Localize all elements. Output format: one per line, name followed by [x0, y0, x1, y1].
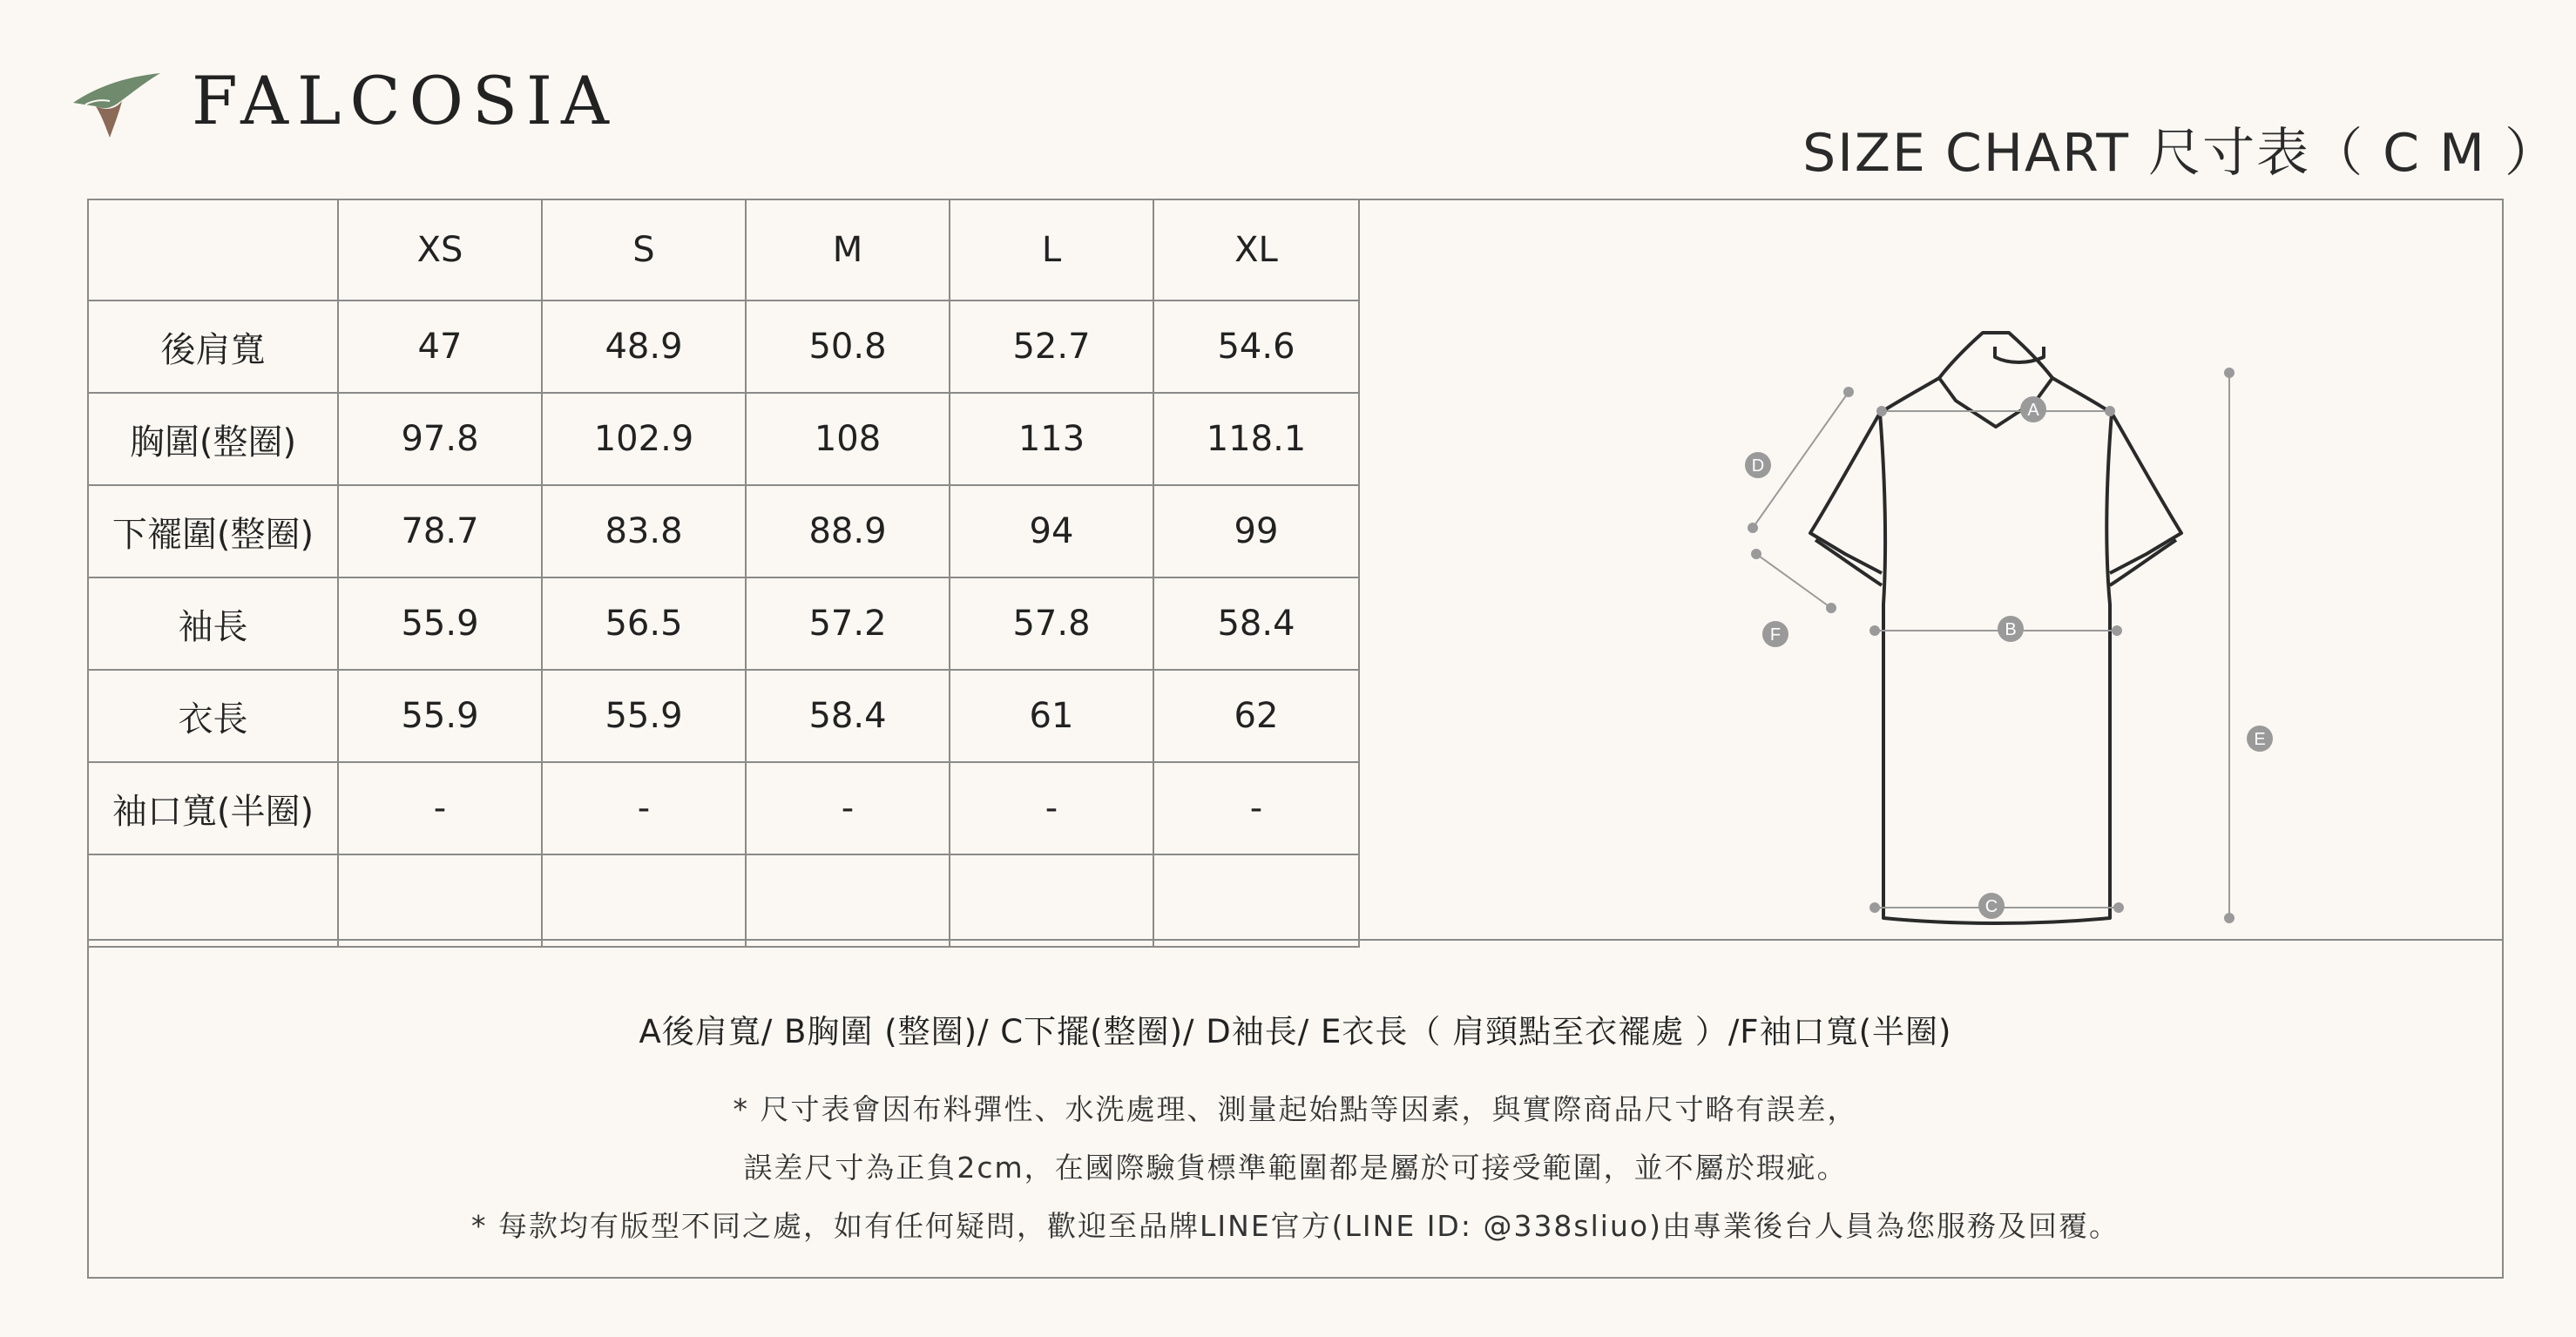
- size-header-cell: XL: [1153, 200, 1359, 300]
- measurement-value: -: [950, 762, 1153, 854]
- measurement-label: 下襬圍(整圈): [89, 485, 338, 577]
- measurement-value: 56.5: [542, 577, 746, 670]
- measurement-label: 衣長: [89, 670, 338, 762]
- measurement-value: [1153, 854, 1359, 947]
- measure-lines: [1748, 368, 2234, 922]
- measurement-value: 48.9: [542, 300, 746, 393]
- measurement-value: [746, 854, 950, 947]
- note-line-3: * 每款均有版型不同之處，如有任何疑問，歡迎至品牌LINE官方(LINE ID: @338sliuo)由專業後台人員為您服務及回覆。: [471, 1209, 2120, 1243]
- measurement-value: 118.1: [1153, 393, 1359, 485]
- measurement-value: -: [1153, 762, 1359, 854]
- table-row: [89, 577, 1359, 670]
- measurement-value: 99: [1153, 485, 1359, 577]
- svg-text:F: F: [1769, 625, 1782, 645]
- measurement-value: 94: [950, 485, 1153, 577]
- measurement-value: 52.7: [950, 300, 1153, 393]
- size-header-cell: S: [542, 200, 746, 300]
- measurement-value: 102.9: [542, 393, 746, 485]
- measurement-value: [950, 854, 1153, 947]
- measurement-value: 83.8: [542, 485, 746, 577]
- table-row: [89, 854, 1359, 947]
- svg-text:E: E: [2254, 730, 2266, 749]
- measurement-value: -: [338, 762, 542, 854]
- svg-text:C: C: [1984, 897, 1998, 916]
- svg-text:A: A: [2027, 401, 2039, 420]
- brand-logo: [70, 61, 618, 145]
- measurement-value: 57.2: [746, 577, 950, 670]
- measurement-value: 57.8: [950, 577, 1153, 670]
- measurement-value: 78.7: [338, 485, 542, 577]
- measurement-value: 88.9: [746, 485, 950, 577]
- table-row: [89, 393, 1359, 485]
- svg-text:D: D: [1751, 456, 1765, 476]
- measurement-value: 62: [1153, 670, 1359, 762]
- measurement-value: -: [746, 762, 950, 854]
- measurement-value: 47: [338, 300, 542, 393]
- measurement-value: 58.4: [746, 670, 950, 762]
- measurement-value: 108: [746, 393, 950, 485]
- page-title: SIZE CHART 尺寸表（ C M ）: [1802, 123, 2559, 184]
- measurement-label: [89, 854, 338, 947]
- measurement-value: 55.9: [542, 670, 746, 762]
- shirt-outline: [1810, 333, 2181, 923]
- measurement-value: 50.8: [746, 300, 950, 393]
- header-corner-cell: [89, 200, 338, 300]
- measurement-value: 97.8: [338, 393, 542, 485]
- notes-section: [89, 939, 2502, 1279]
- marker-a: [2020, 396, 2046, 422]
- table-row: [89, 485, 1359, 577]
- measurement-value: 55.9: [338, 577, 542, 670]
- measurement-label: 胸圍(整圈): [89, 393, 338, 485]
- marker-d: [1745, 452, 1771, 478]
- table-row: [89, 300, 1359, 393]
- note-line-1: * 尺寸表會因布料彈性、水洗處理、測量起始點等因素，與實際商品尺寸略有誤差，: [733, 1092, 1858, 1126]
- measurement-value: [542, 854, 746, 947]
- size-chart-frame: [87, 199, 2504, 1279]
- size-header-cell: L: [950, 200, 1153, 300]
- falcon-leaf-icon: [70, 61, 166, 145]
- measurement-label: 袖口寬(半圈): [89, 762, 338, 854]
- marker-c: [1978, 893, 2005, 919]
- measurement-label: 袖長: [89, 577, 338, 670]
- measurement-value: 61: [950, 670, 1153, 762]
- header-row: [89, 200, 1359, 300]
- measurement-value: 58.4: [1153, 577, 1359, 670]
- size-header-cell: M: [746, 200, 950, 300]
- svg-text:B: B: [2005, 620, 2017, 639]
- measurement-label: 後肩寬: [89, 300, 338, 393]
- note-line-2: 誤差尺寸為正負2cm，在國際驗貨標準範圍都是屬於可接受範圍，並不屬於瑕疵。: [743, 1151, 1848, 1185]
- marker-f: [1762, 621, 1788, 647]
- measurement-value: -: [542, 762, 746, 854]
- measurement-value: 55.9: [338, 670, 542, 762]
- size-table: [89, 200, 1360, 948]
- measurement-value: 113: [950, 393, 1153, 485]
- brand-name: FALCOSIA: [192, 61, 618, 139]
- marker-b: [1998, 616, 2024, 642]
- measurement-legend: A後肩寬/ B胸圍 (整圈)/ C下擺(整圈)/ D袖長/ E衣長（ 肩頸點至衣襬處 ）/F袖口寬(半圈): [639, 1013, 1952, 1050]
- measurement-value: 54.6: [1153, 300, 1359, 393]
- shirt-diagram: [1657, 261, 2319, 916]
- marker-e: [2247, 726, 2273, 752]
- measurement-value: [338, 854, 542, 947]
- table-row: [89, 762, 1359, 854]
- table-row: [89, 670, 1359, 762]
- size-header-cell: XS: [338, 200, 542, 300]
